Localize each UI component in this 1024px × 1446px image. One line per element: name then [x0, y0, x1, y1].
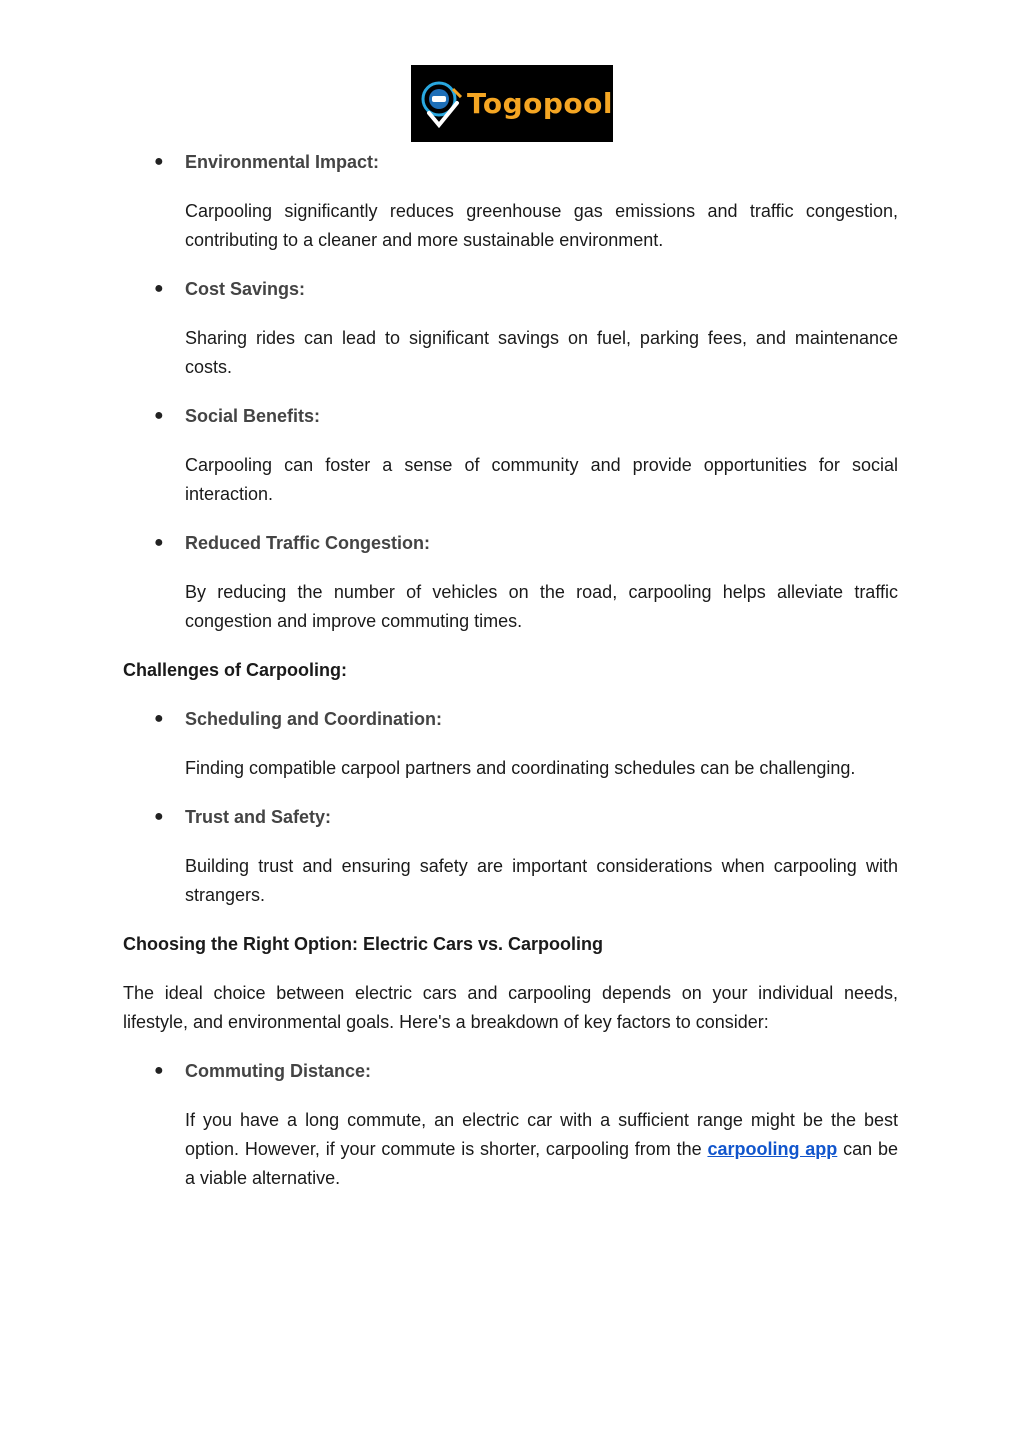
paragraph-cost-savings: Sharing rides can lead to significant savings on fuel, parking fees, and maintenance costs.: [185, 328, 898, 377]
paragraph-commuting-distance: If you have a long commute, an electric car with a sufficient range might be the best option. However, if your commute is shorter, carpooling from the carpooling app can be a viable alternative.: [185, 1110, 899, 1188]
bullet-heading-trust-safety: ● Trust and Safety:: [185, 803, 898, 831]
bullet-heading-commuting-distance: ● Commuting Distance:: [185, 1057, 898, 1085]
bullet-heading-environmental-impact: ● Environmental Impact:: [185, 148, 898, 176]
car-location-pin-icon: [419, 79, 463, 129]
bullet-icon: ●: [154, 808, 164, 825]
paragraph-trust-safety: Building trust and ensuring safety are important considerations when carpooling with strangers.: [185, 856, 898, 905]
logo-text: Togopool: [466, 87, 613, 120]
bullet-heading-scheduling: ● Scheduling and Coordination:: [185, 705, 898, 733]
carpooling-app-link[interactable]: carpooling app: [707, 1139, 838, 1159]
heading-choosing-option: Choosing the Right Option: Electric Cars vs. Carpooling: [123, 934, 604, 954]
togopool-logo: [411, 65, 613, 142]
bullet-heading-reduced-traffic: ● Reduced Traffic Congestion:: [185, 529, 898, 557]
document-body: [123, 148, 898, 1193]
paragraph-social-benefits: Carpooling can foster a sense of community and provide opportunities for social interaction.: [185, 455, 898, 504]
bullet-heading-cost-savings: ● Cost Savings:: [185, 275, 898, 303]
bullet-icon: ●: [154, 153, 164, 170]
paragraph-environmental-impact: Carpooling significantly reduces greenhouse gas emissions and traffic congestion, contributing to a cleaner and more sustainable environment.: [185, 201, 898, 250]
paragraph-scheduling: Finding compatible carpool partners and coordinating schedules can be challenging.: [185, 758, 856, 778]
bullet-heading-social-benefits: ● Social Benefits:: [185, 402, 898, 430]
bullet-icon: ●: [154, 534, 164, 551]
bullet-icon: ●: [154, 710, 164, 727]
heading-challenges: Challenges of Carpooling:: [123, 660, 348, 680]
bullet-icon: ●: [154, 407, 164, 424]
bullet-icon: ●: [154, 1062, 164, 1079]
bullet-icon: ●: [154, 280, 164, 297]
paragraph-reduced-traffic: By reducing the number of vehicles on the road, carpooling helps alleviate traffic congestion and improve commuting times.: [185, 582, 898, 631]
paragraph-choosing-intro: The ideal choice between electric cars and carpooling depends on your individual needs, lifestyle, and environmental goals. Here's a breakdown of key factors to consider:: [123, 983, 898, 1032]
